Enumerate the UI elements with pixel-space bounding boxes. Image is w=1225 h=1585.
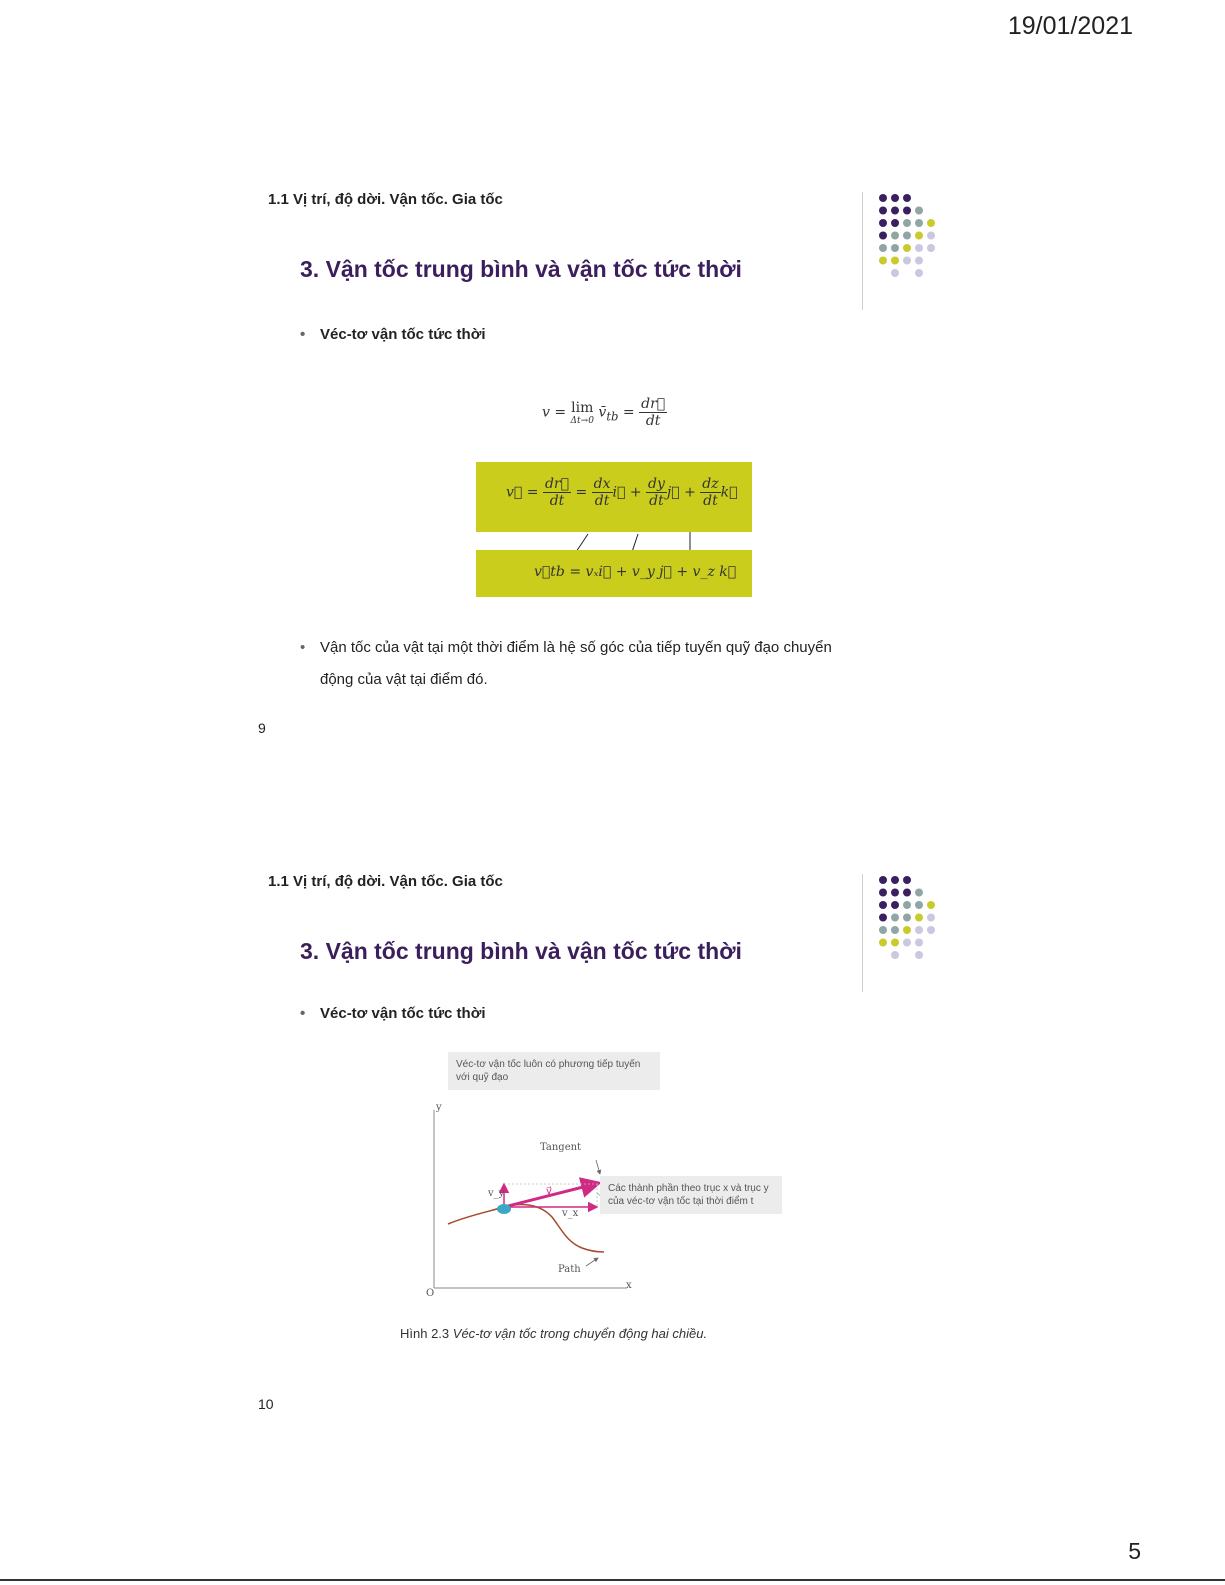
decor-dot — [903, 914, 911, 922]
velocity-vector-figure — [412, 1052, 802, 1297]
slide-number: 10 — [258, 1396, 274, 1412]
decor-dot — [891, 207, 899, 215]
slide-9 — [258, 180, 962, 740]
decorative-divider — [862, 874, 863, 992]
decor-dot — [903, 901, 911, 909]
decor-dot — [903, 207, 911, 215]
label-y-axis: y — [436, 1102, 442, 1113]
slide-title: 3. Vận tốc trung bình và vận tốc tức thời — [300, 256, 742, 282]
decor-dot — [915, 926, 923, 934]
decor-dot — [903, 232, 911, 240]
bottom-border — [0, 1579, 1225, 1581]
bullet-text: Véc-tơ vận tốc tức thời — [320, 1005, 486, 1022]
bullet-item — [300, 632, 832, 696]
decor-dot — [927, 244, 935, 252]
decor-dot — [915, 269, 923, 277]
decor-dot — [903, 889, 911, 897]
callout-components-note: Các thành phần theo trục x và trục y của véc-tơ vận tốc tại thời điểm t — [600, 1176, 782, 1214]
velocity-derivative-box — [476, 462, 752, 532]
velocity-components-formula: v⃗tb = vₓi⃗ + v_y j⃗ + v_z k⃗ — [534, 564, 737, 580]
decor-dot — [891, 194, 899, 202]
decor-dot — [879, 207, 887, 215]
slide-number: 9 — [258, 720, 266, 736]
decor-dot — [927, 219, 935, 227]
header-date: 19/01/2021 — [1007, 12, 1133, 40]
velocity-components-box — [476, 550, 752, 597]
decor-dot — [927, 926, 935, 934]
label-origin: O — [426, 1288, 435, 1299]
slide-title: 3. Vận tốc trung bình và vận tốc tức thời — [300, 938, 742, 964]
decor-dot — [903, 219, 911, 227]
bullet-icon: • — [300, 326, 306, 343]
bullet-text: Véc-tơ vận tốc tức thời — [320, 326, 486, 343]
decor-dot — [879, 219, 887, 227]
decor-dot — [891, 257, 899, 265]
decor-dot — [915, 219, 923, 227]
decor-dot — [879, 914, 887, 922]
dot-grid-decoration — [877, 874, 947, 974]
label-vy: v_y — [488, 1188, 505, 1199]
decor-dot — [903, 876, 911, 884]
decor-dot — [915, 939, 923, 947]
callout-tangent-note: Véc-tơ vận tốc luôn có phương tiếp tuyến với quỹ đạo — [448, 1052, 660, 1090]
decor-dot — [891, 951, 899, 959]
decor-dot — [879, 194, 887, 202]
decor-dot — [903, 244, 911, 252]
bullet-text: động của vật tại điểm đó. — [320, 671, 488, 688]
decor-dot — [915, 914, 923, 922]
decor-dot — [891, 914, 899, 922]
decor-dot — [879, 257, 887, 265]
decor-dot — [903, 939, 911, 947]
decor-dot — [879, 876, 887, 884]
decor-dot — [927, 914, 935, 922]
decor-dot — [915, 951, 923, 959]
decor-dot — [891, 219, 899, 227]
decor-dot — [891, 876, 899, 884]
velocity-limit-formula: v = lim Δt→0 $v̄_{tb}$ = $\frac{dr⃗}{dt}$ — [542, 396, 666, 429]
decor-dot — [915, 257, 923, 265]
bullet-icon: • — [300, 639, 306, 656]
decor-dot — [879, 926, 887, 934]
bullet-item — [300, 326, 486, 343]
decor-dot — [915, 244, 923, 252]
page-number: 5 — [1128, 1538, 1141, 1564]
label-vx: v_x — [562, 1208, 579, 1219]
bullet-text: Vận tốc của vật tại một thời điểm là hệ số góc của tiếp tuyến quỹ đạo chuyển — [320, 639, 832, 656]
label-x-axis: x — [626, 1280, 632, 1291]
decor-dot — [903, 926, 911, 934]
decor-dot — [915, 889, 923, 897]
slide-breadcrumb: 1.1 Vị trí, độ dời. Vận tốc. Gia tốc — [268, 873, 503, 890]
decor-dot — [879, 232, 887, 240]
decor-dot — [879, 889, 887, 897]
decor-dot — [927, 232, 935, 240]
decor-dot — [915, 232, 923, 240]
decor-dot — [927, 901, 935, 909]
decor-dot — [879, 939, 887, 947]
bullet-icon: • — [300, 1005, 306, 1022]
label-velocity: v⃗ — [546, 1186, 552, 1197]
velocity-derivative-formula: v⃗ = $\frac{dr⃗}{dt}$ = $\frac{dx}{dt}$ i⃗ + $\frac{dy}{dt}$ j⃗ + $\frac{dz}{dt}$ k⃗ — [506, 476, 738, 509]
decor-dot — [915, 207, 923, 215]
decor-dot — [891, 244, 899, 252]
decor-dot — [891, 926, 899, 934]
dot-grid-decoration — [877, 192, 947, 292]
slide-breadcrumb: 1.1 Vị trí, độ dời. Vận tốc. Gia tốc — [268, 191, 503, 208]
decor-dot — [891, 939, 899, 947]
decor-dot — [891, 232, 899, 240]
slide-10 — [258, 862, 962, 1422]
decor-dot — [891, 889, 899, 897]
decor-dot — [903, 257, 911, 265]
decor-dot — [879, 901, 887, 909]
decor-dot — [879, 244, 887, 252]
figure-caption: Hình 2.3 Véc-tơ vận tốc trong chuyển động hai chiều. — [400, 1326, 708, 1341]
decor-dot — [891, 269, 899, 277]
label-tangent: Tangent — [540, 1142, 582, 1153]
decorative-divider — [862, 192, 863, 310]
decor-dot — [891, 901, 899, 909]
label-path: Path — [558, 1264, 581, 1275]
bullet-item — [300, 1005, 486, 1022]
decor-dot — [915, 901, 923, 909]
decor-dot — [903, 194, 911, 202]
